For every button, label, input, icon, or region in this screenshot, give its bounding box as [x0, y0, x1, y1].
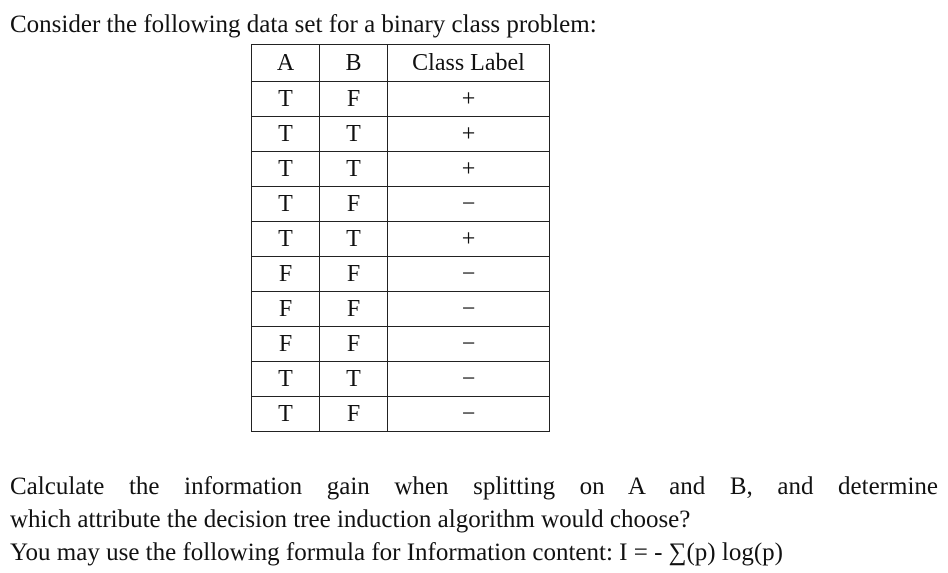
table-header-row	[252, 45, 550, 82]
cell-a: T	[252, 82, 320, 117]
table-row	[252, 362, 550, 397]
cell-class-label: −	[388, 187, 550, 222]
cell-b: T	[320, 152, 388, 187]
table-row	[252, 257, 550, 292]
cell-class-label: −	[388, 257, 550, 292]
cell-a: F	[252, 327, 320, 362]
cell-class-label: +	[388, 82, 550, 117]
table-row	[252, 222, 550, 257]
table-row	[252, 152, 550, 187]
cell-b: F	[320, 327, 388, 362]
cell-b: F	[320, 82, 388, 117]
cell-b: T	[320, 117, 388, 152]
cell-a: T	[252, 397, 320, 432]
table-row	[252, 82, 550, 117]
cell-b: F	[320, 397, 388, 432]
cell-class-label: +	[388, 222, 550, 257]
cell-a: T	[252, 187, 320, 222]
header-class-label: Class Label	[388, 45, 550, 82]
question-line-1: Calculate the information gain when splitting on A and B, and determine	[10, 473, 938, 500]
intro-text: Consider the following data set for a binary class problem:	[10, 11, 597, 38]
header-b: B	[320, 45, 388, 82]
table-row	[252, 327, 550, 362]
data-table-container	[251, 44, 550, 432]
cell-a: T	[252, 362, 320, 397]
cell-class-label: −	[388, 292, 550, 327]
cell-b: T	[320, 222, 388, 257]
cell-class-label: +	[388, 152, 550, 187]
table-row	[252, 117, 550, 152]
table-row	[252, 292, 550, 327]
question-line-2: which attribute the decision tree induction algorithm would choose?	[10, 506, 691, 533]
cell-class-label: −	[388, 362, 550, 397]
cell-a: T	[252, 222, 320, 257]
cell-class-label: −	[388, 327, 550, 362]
cell-b: F	[320, 292, 388, 327]
question-line-3-formula: You may use the following formula for Information content: I = - ∑(p) log(p)	[10, 539, 783, 566]
cell-a: T	[252, 117, 320, 152]
cell-a: T	[252, 152, 320, 187]
cell-b: F	[320, 187, 388, 222]
cell-class-label: +	[388, 117, 550, 152]
cell-class-label: −	[388, 397, 550, 432]
cell-a: F	[252, 257, 320, 292]
data-table	[251, 44, 550, 432]
table-row	[252, 187, 550, 222]
header-a: A	[252, 45, 320, 82]
cell-b: F	[320, 257, 388, 292]
cell-b: T	[320, 362, 388, 397]
cell-a: F	[252, 292, 320, 327]
question-text	[10, 470, 938, 569]
table-row	[252, 397, 550, 432]
